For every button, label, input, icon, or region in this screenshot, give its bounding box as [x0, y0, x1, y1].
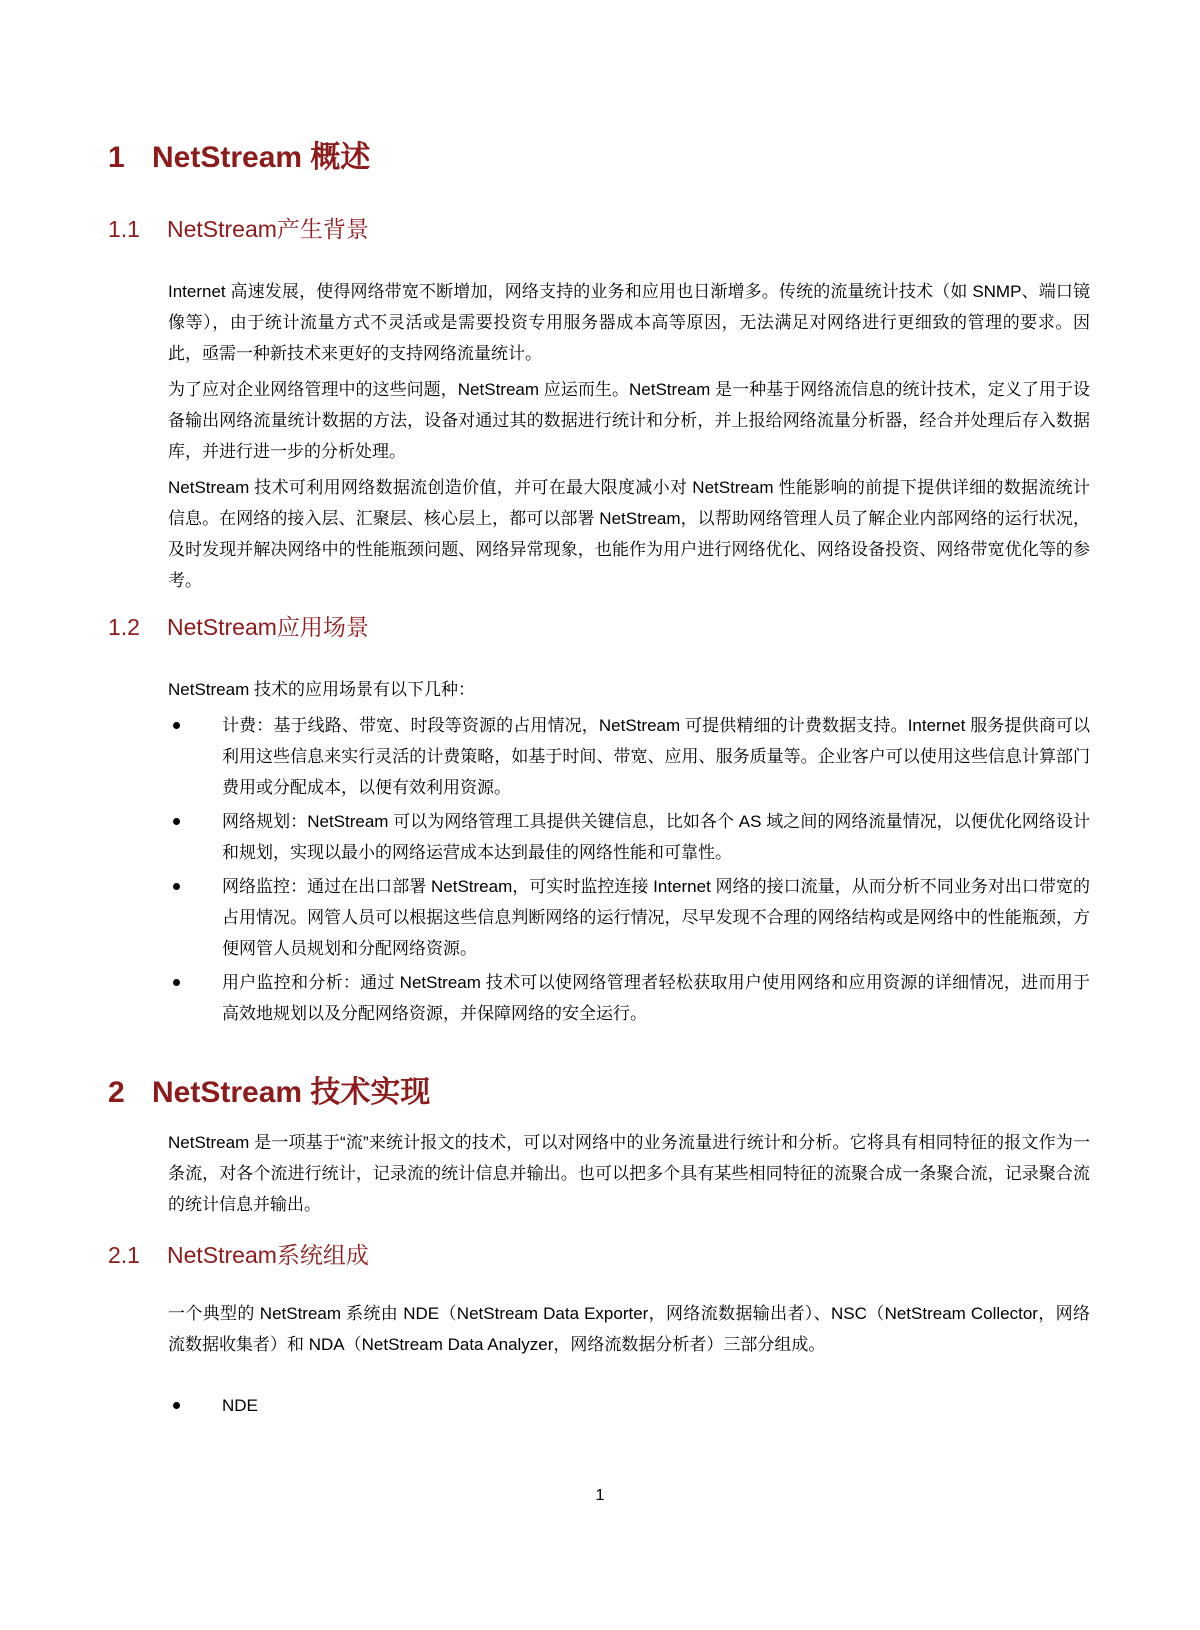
list-item-text: 网络监控：通过在出口部署 NetStream，可实时监控连接 Internet 网络的接口流量，从而分析不同业务对出口带宽的占用情况。网管人员可以根据这些信息判断网络的运行情况，尽早发现不合理的网络结构或是网络中的性能瓶颈，方便网管人员规划和分配网络资源。: [222, 877, 1090, 958]
list-item: [168, 710, 1090, 803]
list-item-text: NDE: [222, 1396, 258, 1415]
section-2-body: [168, 1127, 1090, 1220]
scenarios-intro: NetStream 技术的应用场景有以下几种：: [168, 680, 475, 699]
heading-1-1-background: [108, 214, 1090, 244]
heading-1-netstream-overview: [108, 140, 1090, 176]
list-item: [168, 967, 1090, 1029]
heading-number: 1.1: [108, 216, 140, 242]
list-item-text: 网络规划：NetStream 可以为网络管理工具提供关键信息，比如各个 AS 域之间的网络流量情况，以便优化网络设计和规划，实现以最小的网络运营成本达到最佳的网络性能和可靠性。: [222, 812, 1090, 862]
heading-title: NetStream 概述: [152, 141, 371, 174]
page-number: 1: [595, 1487, 605, 1504]
list-item-text: 用户监控和分析：通过 NetStream 技术可以使网络管理者轻松获取用户使用网络和应用资源的详细情况，进而用于高效地规划以及分配网络资源，并保障网络的安全运行。: [222, 973, 1090, 1023]
section-1-1-body: [168, 276, 1090, 596]
heading-number: 2: [108, 1076, 125, 1109]
bullet-icon: [173, 883, 180, 890]
paragraph: 为了应对企业网络管理中的这些问题，NetStream 应运而生。NetStream 是一种基于网络流信息的统计技术，定义了用于设备输出网络流量统计数据的方法，设备对通过其的数据进行统计和分析，并上报给网络流量分析器，经合并处理后存入数据库，并进行进一步的分析处理。: [168, 380, 1090, 461]
bullet-icon: [173, 1402, 180, 1409]
list-item: [168, 1390, 1090, 1421]
heading-1-2-application-scenarios: [108, 612, 1090, 642]
heading-2-1-system-components: [108, 1240, 1090, 1270]
paragraph: 一个典型的 NetStream 系统由 NDE（NetStream Data Exporter，网络流数据输出者）、NSC（NetStream Collector，网络流数据收集者）和 NDA（NetStream Data Analyzer，网络流数据分析者）三部分组成。: [168, 1304, 1090, 1354]
paragraph: NetStream 技术可利用网络数据流创造价值，并可在最大限度减小对 NetStream 性能影响的前提下提供详细的数据流统计信息。在网络的接入层、汇聚层、核心层上，都可以部署 NetStream，以帮助网络管理人员了解企业内部网络的运行状况，及时发现并解决网络中的性能瓶颈问题、网络异常现象，也能作为用户进行网络优化、网络设备投资、网络带宽优化等的参考。: [168, 478, 1090, 590]
heading-2-technical-implementation: [108, 1075, 1090, 1111]
heading-title: NetStream系统组成: [167, 1242, 369, 1268]
heading-title: NetStream应用场景: [167, 614, 369, 640]
heading-title: NetStream 技术实现: [152, 1076, 431, 1109]
bullet-icon: [173, 818, 180, 825]
heading-number: 1.2: [108, 614, 140, 640]
section-2-1-body: [168, 1298, 1090, 1421]
paragraph: Internet 高速发展，使得网络带宽不断增加，网络支持的业务和应用也日渐增多。传统的流量统计技术（如 SNMP、端口镜像等），由于统计流量方式不灵活或是需要投资专用服务器成本高等原因，无法满足对网络进行更细致的管理的要求。因此，亟需一种新技术来更好的支持网络流量统计。: [168, 282, 1090, 363]
list-item: [168, 871, 1090, 964]
heading-title: NetStream产生背景: [167, 216, 369, 242]
bullet-icon: [173, 722, 180, 729]
list-item: [168, 806, 1090, 868]
paragraph: NetStream 是一项基于“流”来统计报文的技术，可以对网络中的业务流量进行统计和分析。它将具有相同特征的报文作为一条流，对各个流进行统计，记录流的统计信息并输出。也可以把多个具有某些相同特征的流聚合成一条聚合流，记录聚合流的统计信息并输出。: [168, 1133, 1090, 1214]
list-item-text: 计费：基于线路、带宽、时段等资源的占用情况，NetStream 可提供精细的计费数据支持。Internet 服务提供商可以利用这些信息来实行灵活的计费策略，如基于时间、带宽、应用、服务质量等。企业客户可以使用这些信息计算部门费用或分配成本，以便有效利用资源。: [222, 716, 1090, 797]
heading-number: 1: [108, 141, 125, 174]
section-1-2-body: [168, 674, 1090, 1029]
bullet-icon: [173, 979, 180, 986]
heading-number: 2.1: [108, 1242, 140, 1268]
